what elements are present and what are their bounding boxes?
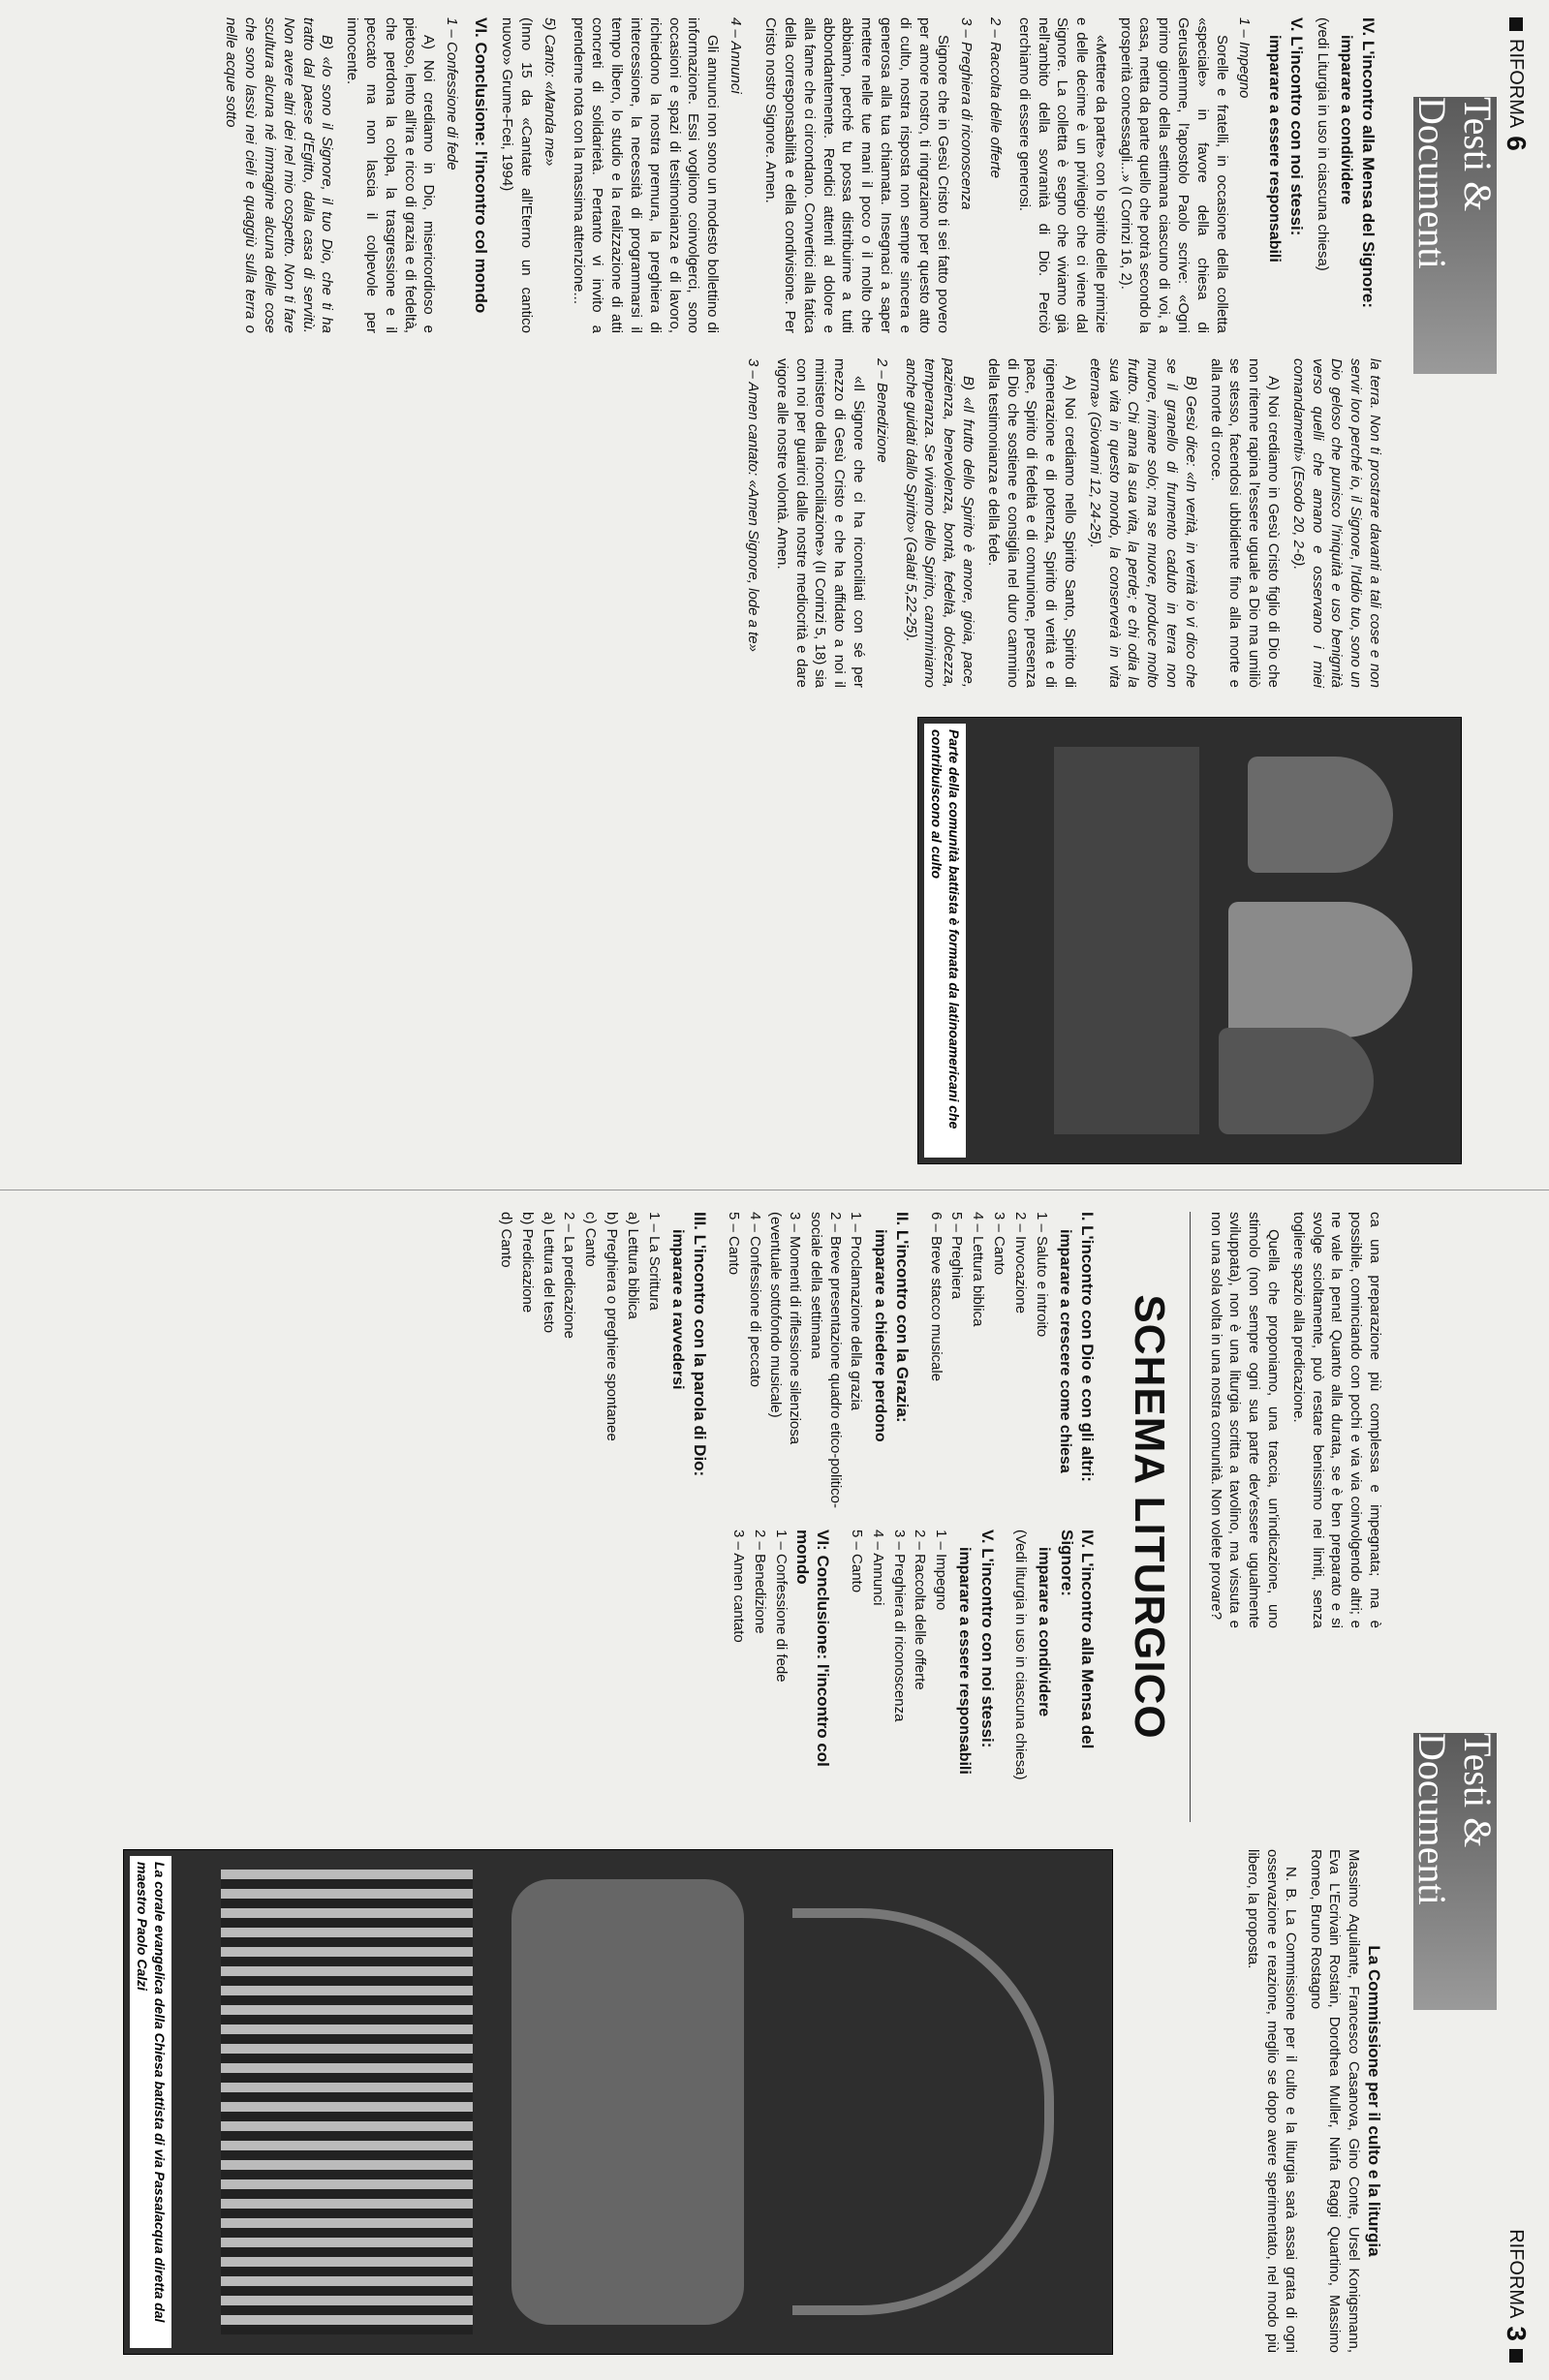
list-item: 5 – Canto [725, 1212, 742, 1276]
heading-v-sub: imparare a essere responsabili [1265, 35, 1283, 263]
list-item: 1 – La Scrittura [645, 1212, 663, 1311]
list-item: 3 – Preghiera di riconoscenza [890, 1530, 908, 1722]
list-item: c) Canto [582, 1212, 600, 1267]
commission-names: Massimo Aquilante, Francesco Casanova, Gino Conte, Ursel Konigsmann, Eva L'Ecrivain Rostain, Dorothea Muller, Ninfa Raggi Quartino, Massimo Romeo, Bruno Rostagno [1307, 1849, 1362, 2353]
list-item: 6 – Breve stacco musicale [927, 1212, 945, 1382]
column-2 [739, 358, 1384, 688]
section-band: Testi & Documenti [1413, 97, 1497, 374]
list-item: 1 – Saluto e introito [1033, 1212, 1050, 1338]
intro-text: ca una preparazione più complessa e impegnata; ma è possibile, cominciando con pochi e via via coinvolgendo altri; e ne vale la pena! Quanto alla durata, se è ben preparato e si svolge scioltamente, può restare benissimo nei limiti, senza togliere spazio alla predicazione. [1289, 1212, 1383, 1628]
heading-vi: VI. Conclusione: l'incontro col mondo [472, 17, 491, 314]
section-band: Testi & Documenti [1413, 1733, 1497, 2010]
list-item: 2 – Breve presentazione quadro etico-politico-sociale della settimana [807, 1212, 844, 1509]
schema-iv-sub: imparare a condividere [1036, 1547, 1053, 1717]
photo-table [1054, 747, 1199, 1134]
photo-arch [792, 1908, 1054, 2315]
divider-rule [1190, 1212, 1191, 1822]
text-conf-a: A) Noi crediamo in Dio, misericordioso e pietoso, lento all'ira e ricco di grazia e di fedeltà, che perdona la colpa, la trasgressione e il peccato ma non lascia il colpevole per innocente. [344, 17, 438, 333]
list-item: 3 – Canto [991, 1212, 1008, 1276]
heading-v: V. L'incontro con noi stessi: [1286, 17, 1306, 236]
photo-caption: Parte della comunità battista è formata da latinoamericani che contribuiscono al culto [924, 724, 966, 1158]
list-item: 2 – La predicazione [561, 1212, 578, 1339]
list-item: 1 – Proclamazione della grazia [848, 1212, 865, 1411]
photo-choir [511, 1879, 744, 2325]
list-item: d) Canto [497, 1212, 514, 1268]
photo-caption: La corale evangelica della Chiesa battista di via Passalacqua diretta dal maestro Paolo Calzi [130, 1856, 171, 2348]
folio-name: RIFORMA [1505, 2229, 1528, 2319]
label-annunci: 4 – Annunci [728, 17, 744, 94]
schema-iv-note: (Vedi liturgia in uso in ciascuna chiesa) [1012, 1530, 1030, 1780]
intro-column [1200, 1212, 1384, 1628]
list-item: 4 – Annunci [869, 1530, 886, 1606]
text-b2: B) «Il frutto dello Spirito è amore, gioia, pace, pazienza, benevolenza, bontà, fedeltà, dolcezza, temperanza. Se viviamo dello Spirito, camminiamo anche guidati dallo Spirito» (Galati 5,22-25). [902, 358, 977, 688]
label-canto: 5) Canto: «Manda me» [541, 17, 558, 167]
column-1 [755, 17, 1384, 333]
list-item: 2 – Invocazione [1011, 1212, 1029, 1314]
label-offerte: 2 – Raccolta delle offerte [986, 17, 1004, 178]
list-item: b) Preghiera o preghiere spontanee [603, 1212, 620, 1441]
folio-square-icon [1509, 17, 1523, 31]
list-item: 3 – Momenti di riflessione silenziosa (eventuale sottofondo musicale) [767, 1212, 804, 1445]
text-conf-b: B) «Io sono il Signore, il tuo Dio, che ti ha tratto dal paese d'Egitto, dalla casa di servitù. Non avere altri dei nel mio cospetto. Non ti fare scultura alcuna né immagine alcuna delle cose che sono lassù nei cieli e quaggiù sulla terra o nelle acque sotto [223, 17, 336, 333]
label-confessione: 1 – Confessione di fede [444, 17, 461, 170]
list-item: b) Predicazione [518, 1212, 536, 1314]
text-benedizione: «Il Signore che ci ha riconciliati con sé per mezzo di Gesù Cristo e che ha affidato a noi il ministero della riconciliazione» (II Corinzi 5, 18) sia con noi per guarirci dalle nostre mediocrità e dare vigore alle nostre volontà. Amen. [773, 358, 868, 688]
schema-v-sub: imparare a essere responsabili [956, 1547, 974, 1775]
schema-iv-heading: IV. L'incontro alla Mensa del Signore: [1057, 1530, 1097, 1749]
label-preghiera: 3 – Preghiera di riconoscenza [958, 17, 976, 210]
folio-page-6 [1501, 17, 1532, 151]
list-item: 1 – Confessione di fede [772, 1530, 790, 1683]
schema-v-heading: V. L'incontro con noi stessi: [977, 1530, 997, 1748]
folio-number: 6 [1502, 136, 1532, 151]
commission-title: La Commissione per il culto e la liturgia [1365, 1945, 1383, 2257]
column-1b [216, 17, 755, 333]
schema-iii-heading: III. L'incontro con la parola di Dio: [690, 1212, 709, 1477]
commission-nb: N. B. La Commissione per il culto e la liturgia sarà assai grata di ogni osservazione e reazione, meglio se dopo avere sperimentato, nel modo più libero, la proposta. [1245, 1849, 1300, 2353]
text-impegno: Sorelle e fratelli, in occasione della colletta «speciale» in favore della chiesa di Gerusalemme, l'apostolo Paolo scrive: «Ogni primo giorno della settimana ciascuno di voi, a casa, metta da parte quello che potrà secondo la prosperità concessagli...» (I Corinzi 16, 2). [1117, 17, 1230, 333]
photo-figure-3 [1219, 1028, 1374, 1134]
photo-figure-1 [1248, 757, 1393, 873]
schema-col-1 [494, 1212, 1103, 1512]
page-3 [0, 1190, 1549, 2380]
folio-name: RIFORMA [1505, 39, 1528, 129]
list-item: 4 – Confessione di peccato [746, 1212, 763, 1387]
photo-figure-2 [1228, 902, 1412, 1037]
list-item: 3 – Amen cantato [730, 1530, 748, 1643]
list-item: 2 – Benedizione [751, 1530, 768, 1634]
photo-organ-keys [221, 1870, 473, 2334]
list-item: 2 – Raccolta delle offerte [912, 1530, 929, 1690]
schema-vi-heading: VI: Conclusione: l'incontro col mondo [793, 1530, 833, 1767]
text-annunci: Gli annunci non sono un modesto bollettino di informazione. Essi vogliono coinvolgerci, sono occasioni e spazi di testimonianza e di lavoro, richiedono la nostra premura, la preghiera di intercessione, la necessità di programmarsi il tempo libero, lo studio e la realizzazione di atti concreti di solidarietà. Pertanto vi invito a prenderne nota con la massima attenzione... [570, 17, 722, 333]
text-preghiera: Signore che in Gesù Cristo ti sei fatto povero per amore nostro, ti ringraziamo per questo atto di culto, nostra risposta non sempre sincera e generosa alla tua chiamata. Insegnaci a saper mettere nelle tue mani il poco o il molto che abbiamo, perché tu possa distribuirne a tutti abbondantemente. Rendici attenti al dolore e alla fame che ci circondano. Convertici alla fatica della corresponsabilità e della condivisione. Per Cristo nostro Signore. Amen. [762, 17, 952, 333]
list-item: 5 – Canto [849, 1530, 866, 1593]
intro-text-2: Quella che proponiamo, una traccia, un'indicazione, uno stimolo (non sempre ogni sua parte dev'essere ugualmente sviluppata), non è una liturgia scritta a tavolino, ma vissuta e non una sola volta in una nostra comunità. Non volete provare? [1207, 1212, 1283, 1628]
folio-number: 3 [1502, 2326, 1532, 2341]
heading-iv-sub: imparare a condividere [1337, 35, 1354, 205]
photo-latinoamericani [917, 717, 1462, 1164]
commission-block [1238, 1849, 1384, 2353]
folio-square-icon [1509, 2349, 1523, 2363]
label-benedizione: 2 – Benedizione [873, 358, 890, 463]
schema-i-heading: I. L'incontro con Dio e con gli altri: [1078, 1212, 1097, 1482]
label-amen: 3 – Amen cantato: «Amen Signore, lode a te» [745, 358, 762, 652]
schema-i-sub: imparare a crescere come chiesa [1056, 1229, 1073, 1473]
text-a: A) Noi crediamo in Gesù Cristo figlio di Dio che non ritenne rapina l'essere uguale a Dio ma umiliò se stesso, facendosi ubbidiente fino alla morte e alla morte di croce. [1207, 358, 1283, 688]
schema-title: SCHEMA LITURGICO [1126, 1294, 1173, 1740]
label-impegno: 1 – Impegno [1236, 17, 1254, 99]
schema-ii-sub: imparare a chiedere perdono [871, 1229, 888, 1442]
schema-iii-sub: imparare a ravvedersi [668, 1229, 686, 1390]
schema-col-2 [727, 1530, 1103, 1820]
list-item: a) Lettura biblica [624, 1212, 641, 1319]
text-a2: A) Noi crediamo nello Spirito Santo, Spirito di rigenerazione e di potenza, Spirito di verità e di pace, Spirito di fedeltà e di comunione, presenza di Dio che sostiene e consiglia nel duro cammino della testimonianza e della fede. [984, 358, 1079, 688]
list-item: 1 – Impegno [933, 1530, 950, 1611]
text-b: B) Gesù dice: «In verità, in verità io vi dico che se il granello di frumento caduto in terra non muore, rimane solo; ma se muore, produce molto frutto. Chi ama la sua vita, la perde; e chi odia la sua vita in questo mondo, la conserverà in vita eterna» (Giovanni 12, 24-25). [1086, 358, 1199, 688]
note-canto: (Inno 15 da «Cantate all'Eterno un cantico nuovo» Grume-Fcei, 1994) [499, 17, 536, 333]
schema-ii-heading: II. L'incontro con la Grazia: [892, 1212, 912, 1423]
list-item: 4 – Lettura biblica [970, 1212, 987, 1327]
text-impegno-2: «Mettere da parte» con lo spirito delle primizie e delle decime è un privilegio che ci viene dal Signore. La colletta è segno che viviamo già nell'ambito della sovranità di Dio. Perciò cerchiamo di essere generosi. [1015, 17, 1109, 333]
text-cont: la terra. Non ti prostrare davanti a tali cose e non servir loro perché io, il Signore, l'Iddio tuo, sono un Dio geloso che punisco l'iniquità e uso benignità verso quelli che amano e osservano i miei comandamenti» (Esodo 20, 2-6). [1289, 358, 1383, 688]
photo-corale [123, 1849, 1113, 2355]
folio-page-3 [1501, 2229, 1532, 2363]
heading-iv: IV. L'incontro alla Mensa del Signore: [1359, 17, 1378, 309]
list-item: a) Lettura del testo [540, 1212, 557, 1334]
list-item: 5 – Preghiera [948, 1212, 966, 1300]
note-iv: (vedi Liturgia in uso in ciascuna chiesa) [1314, 17, 1331, 271]
